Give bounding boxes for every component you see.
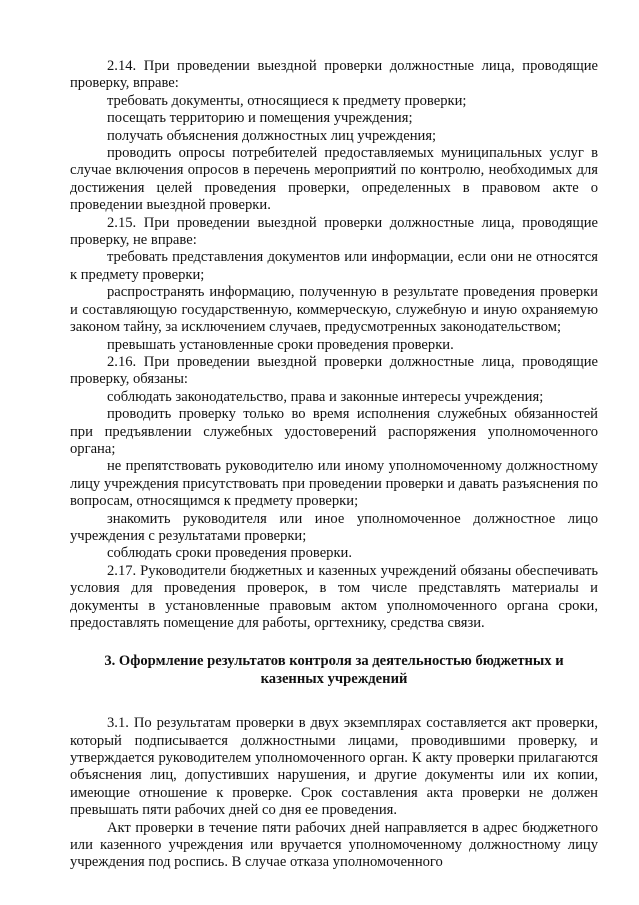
paragraph-list-item: знакомить руководителя или иное уполномоченное должностное лицо учреждения с результатами проверки; — [70, 510, 598, 544]
paragraph-act-delivery: Акт проверки в течение пяти рабочих дней направляется в адрес бюджетного или казенного учреждения или вручается уполномоченному должностному лицу учреждения под роспись. В случае отказа уполномоченного — [70, 819, 598, 871]
paragraph-list-item: распространять информацию, полученную в результате проведения проверки и составляющую государственную, коммерческую, служебную и иную охраняемую законом тайну, за исключением случаев, предусмотренных законодательством; — [70, 284, 598, 336]
paragraph-3-1: 3.1. По результатам проверки в двух экземплярах составляется акт проверки, который подписывается должностными лицами, проводившими проверку, и утверждается руководителем уполномоченного орган. К акту проверки прилагаются объяснения лиц, допустивших нарушения, и другие документы или их копии, имеющие отношение к проверке. Срок составления акта проверки не должен превышать пяти рабочих дней со дня ее проведения. — [70, 715, 598, 819]
paragraph-list-item: проводить проверку только во время исполнения служебных обязанностей при предъявлении служебных удостоверений распоряжения уполномоченного органа; — [70, 406, 598, 457]
paragraph-list-item: соблюдать законодательство, права и законные интересы учреждения; — [107, 388, 544, 405]
paragraph-list-item: получать объяснения должностных лиц учреждения; — [107, 127, 437, 144]
paragraph-list-item: превышать установленные сроки проведения проверки. — [107, 336, 454, 353]
paragraph-list-item: проводить опросы потребителей предоставляемых муниципальных услуг в случае включения опросов в перечень мероприятий по контролю, необходимых для достижения целей проведения проверки, определенных в правовом акте о проведении выездной проверки. — [70, 145, 598, 214]
paragraph-2-17: 2.17. Руководители бюджетных и казенных учреждений обязаны обеспечивать условия для проведения проверок, в том числе представлять материалы и документы в установленные правовым актом уполномоченного органа сроки, предоставлять помещение для работы, оргтехнику, средства связи. — [70, 562, 598, 631]
paragraph-2-14: 2.14. При проведении выездной проверки должностные лица, проводящие проверку, вправе: — [70, 58, 598, 92]
paragraph-2-16: 2.16. При проведении выездной проверки должностные лица, проводящие проверку, обязаны: — [70, 353, 598, 388]
paragraph-list-item: посещать территорию и помещения учреждения; — [107, 110, 413, 127]
paragraph-list-item: требовать представления документов или информации, если они не относятся к предмету проверки; — [70, 249, 598, 283]
paragraph-list-item: не препятствовать руководителю или иному уполномоченному должностному лицу учреждения присутствовать при проведении проверки и давать разъяснения по вопросам, относящимся к предмету проверки; — [70, 458, 598, 510]
paragraph-list-item: соблюдать сроки проведения проверки. — [107, 545, 353, 562]
paragraph-2-15: 2.15. При проведении выездной проверки должностные лица, проводящие проверку, не вправе: — [70, 214, 598, 249]
section-heading: 3. Оформление результатов контроля за деятельностью бюджетных и казенных учреждений — [104, 653, 564, 687]
document-page — [70, 58, 598, 872]
paragraph-list-item: требовать документы, относящиеся к предмету проверки; — [107, 92, 467, 109]
